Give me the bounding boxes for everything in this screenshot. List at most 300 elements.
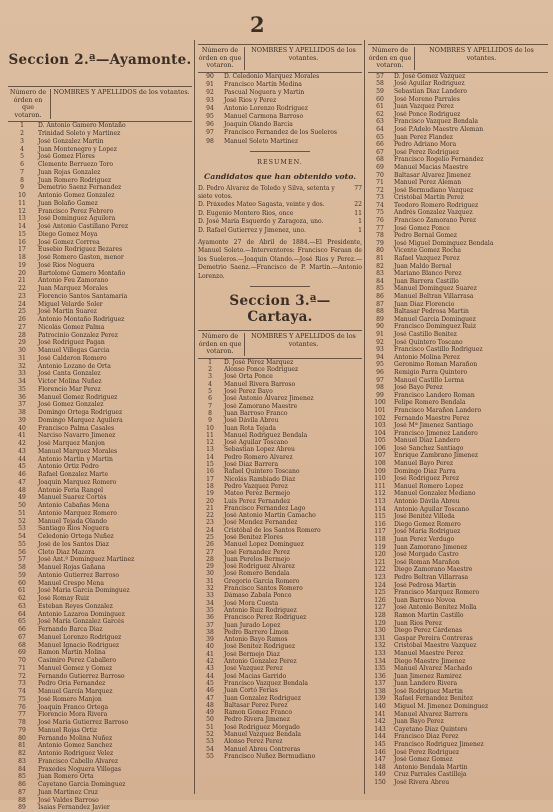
voter-number: 69 <box>376 163 384 171</box>
voter-name: Ramon Gomez Franco <box>224 709 292 717</box>
voter-name: José Aguilar Rodriguez <box>394 80 465 88</box>
voter-name: Pedro Rivera Jimenez <box>224 716 290 724</box>
voter-name: Joaquin Marquez Romero <box>38 478 117 486</box>
voter-name: José Antonio Martin Camacho <box>224 512 316 520</box>
voter-number: 8 <box>208 409 212 417</box>
voter-name: Antonio Dávila Abreu <box>394 498 460 506</box>
middle-column <box>198 44 362 760</box>
voter-row <box>198 512 362 519</box>
voter-number: 11 <box>18 199 26 207</box>
voter-row <box>368 756 548 764</box>
voter-number: 83 <box>376 270 384 278</box>
voter-row <box>8 719 192 727</box>
voter-row <box>8 409 192 417</box>
voter-number: 39 <box>206 636 214 644</box>
voter-name: Nicolás Rambiado Diaz <box>224 475 296 483</box>
voter-number: 39 <box>18 416 26 424</box>
voter-name: Sebastian Diaz Landero <box>394 87 468 95</box>
closing-note: Ayamonte 27 de Abril de 1884.—El Presidente, Manuel Soleto.—Interventores: Francisco Feraan de los Sueleros.—Joaquin Olando.—José Rios y Perez.—Demetrio Saenz.—Francisco de P. Martin.—Antonio Lorenzo. <box>198 239 362 280</box>
voter-name: José Rodriguez Martin <box>394 687 463 695</box>
voter-number: 93 <box>376 346 384 354</box>
order-header: Número de órden en que votaron. <box>198 333 245 356</box>
candidate-name: D. Eugenio Montero Rios, once <box>198 209 294 217</box>
voter-number: 1 <box>20 122 24 130</box>
voter-number: 40 <box>206 643 214 651</box>
voter-number: 48 <box>18 486 26 494</box>
voter-name: José Fernandez Perez <box>224 548 290 556</box>
voter-number: 14 <box>18 223 26 231</box>
divider <box>250 286 310 287</box>
voter-number: 132 <box>374 642 386 650</box>
voter-row <box>198 89 362 97</box>
voter-number: 24 <box>18 300 26 308</box>
voter-row <box>8 626 192 634</box>
voter-row <box>8 510 192 518</box>
voter-row <box>198 425 362 432</box>
voter-row <box>368 665 548 673</box>
voter-number: 82 <box>376 262 384 270</box>
voter-row <box>8 285 192 293</box>
voter-row <box>368 80 548 88</box>
candidate-entry <box>198 201 362 209</box>
voter-number: 93 <box>206 97 214 105</box>
voter-name: Pedro Adriano Mora <box>394 141 457 149</box>
voter-name: Francisco Vazquez Bendala <box>224 679 308 687</box>
voter-row <box>368 582 548 590</box>
voter-number: 121 <box>374 558 386 566</box>
voter-row <box>8 200 192 208</box>
voter-number: 15 <box>18 230 26 238</box>
voter-row <box>8 301 192 309</box>
voter-name: Ramon Martin Molina <box>38 649 106 657</box>
voter-row <box>8 456 192 464</box>
voter-number: 2 <box>208 366 212 374</box>
voter-name: Antonio Feria Rangel <box>38 486 104 494</box>
voter-row <box>198 709 362 716</box>
section2-title: Seccion 2.ª—Ayamonte. <box>8 52 192 68</box>
voter-number: 90 <box>376 323 384 331</box>
voter-number: 63 <box>376 118 384 126</box>
voter-name: Francisco Fernandez de los Sueleros <box>224 129 337 137</box>
voter-name: Miguel Velarde Soler <box>38 300 103 308</box>
voter-name: Francisco Perez Rodriguez <box>224 614 307 622</box>
voter-number: 77 <box>18 711 26 719</box>
voter-name: José Gomez Ponce <box>394 224 450 232</box>
voter-name: José Macias Garrido <box>224 672 287 680</box>
voter-row <box>8 665 192 673</box>
voter-number: 4 <box>20 145 24 153</box>
voter-row <box>368 217 548 225</box>
voter-name: José P.Adelo Maestre Aleman <box>394 125 484 133</box>
voter-name: Antonio Lazaroa Dominguez <box>38 610 125 618</box>
voter-row <box>8 564 192 572</box>
voter-name: Rafael Vazquez Perez <box>394 255 460 263</box>
voter-name: Francisco Vazquez Bendala <box>394 118 478 126</box>
voter-name: Francisco Landero Roman <box>394 391 475 399</box>
voter-row <box>368 164 548 172</box>
voter-number: 13 <box>18 215 26 223</box>
candidate-votes: 77 <box>354 184 362 192</box>
voter-number: 29 <box>18 339 26 347</box>
voter-number: 120 <box>374 551 386 559</box>
voter-name: Juan Marquez Morales <box>38 285 108 293</box>
voter-name: Juan Vazquez Perez <box>394 103 454 111</box>
voter-number: 95 <box>206 113 214 121</box>
voter-number: 60 <box>18 579 26 587</box>
voter-row <box>368 536 548 544</box>
voter-name: José Ant.º Dominguez Martinez <box>38 556 135 564</box>
voter-number: 26 <box>206 541 214 549</box>
voter-name: Gregorio Garcia Romero <box>224 577 300 585</box>
voter-number: 31 <box>18 354 26 362</box>
voter-row <box>368 741 548 749</box>
voter-name: Casimiro Perez Caballero <box>38 657 117 665</box>
voter-name: D. José Pérez Marquez <box>224 358 294 366</box>
voter-number: 104 <box>374 429 386 437</box>
voter-number: 117 <box>374 528 386 536</box>
voter-name: José Castillo Benitez <box>394 330 457 338</box>
voter-row <box>368 194 548 202</box>
voter-name: José Marquez Manjon <box>38 440 105 448</box>
voter-number: 20 <box>18 269 26 277</box>
voter-name: Francisco Palma Casales <box>38 424 115 432</box>
voter-number: 135 <box>374 665 386 673</box>
voter-number: 22 <box>206 512 214 520</box>
voter-row <box>198 695 362 702</box>
candidates-list <box>198 185 362 235</box>
voter-name: Juan Perelos Bermejo <box>224 555 290 563</box>
voter-name: Dámaso Zabala Ponce <box>224 592 292 600</box>
voter-number: 84 <box>376 277 384 285</box>
voter-row <box>8 386 192 394</box>
voter-number: 47 <box>18 478 26 486</box>
voter-number: 42 <box>206 658 214 666</box>
voter-number: 8 <box>20 176 24 184</box>
voter-row <box>368 642 548 650</box>
voter-number: 102 <box>374 414 386 422</box>
voter-name: José Moreno Parrales <box>394 95 460 103</box>
continued-voter-list <box>198 73 362 146</box>
voter-number: 87 <box>18 788 26 796</box>
voter-number: 55 <box>18 540 26 548</box>
voter-row <box>8 339 192 347</box>
voter-row <box>8 642 192 650</box>
voter-name: José Gomez Flores <box>38 153 95 161</box>
voter-name: Baltasar Pedrosa Martin <box>394 308 469 316</box>
voter-row <box>198 468 362 475</box>
voter-number: 27 <box>18 323 26 331</box>
voter-row <box>198 651 362 658</box>
voter-name: Cleto Diaz Mazora <box>38 548 95 556</box>
voter-row <box>368 255 548 263</box>
voter-number: 105 <box>374 437 386 445</box>
voter-number: 114 <box>374 505 386 513</box>
voter-row <box>8 270 192 278</box>
voter-row <box>8 657 192 665</box>
voter-row <box>198 366 362 373</box>
voter-row <box>198 395 362 402</box>
voter-row <box>198 483 362 490</box>
voter-row <box>8 262 192 270</box>
voter-name: Fernando Maestre Perez <box>394 414 470 422</box>
voter-row <box>198 121 362 129</box>
voter-row <box>8 316 192 324</box>
voter-number: 140 <box>374 703 386 711</box>
voter-number: 43 <box>206 665 214 673</box>
voter-number: 87 <box>376 300 384 308</box>
voter-name: Manuel Gomez Rodriguez <box>38 393 118 401</box>
voter-row <box>8 797 192 805</box>
candidate-name: D. José María Esquerdo y Zaragoza, uno. <box>198 218 324 226</box>
voter-row <box>198 381 362 388</box>
voter-name: Francisco Marañon Landero <box>394 406 482 414</box>
voter-name: Antonio Cabañas Mena <box>38 502 110 510</box>
voter-name: Manuel Alvarez Machado <box>394 665 473 673</box>
voter-number: 75 <box>376 209 384 217</box>
voter-number: 69 <box>18 649 26 657</box>
voter-row <box>368 301 548 309</box>
voter-number: 112 <box>374 490 386 498</box>
voter-row <box>368 430 548 438</box>
voter-row <box>8 432 192 440</box>
voter-name: Francisco Martín Medina <box>224 80 302 88</box>
voter-number: 12 <box>18 207 26 215</box>
voter-number: 57 <box>18 556 26 564</box>
voter-name: Antonio Bendala Martin <box>394 763 468 771</box>
voter-number: 58 <box>376 80 384 88</box>
voter-row <box>368 118 548 126</box>
voter-row <box>368 179 548 187</box>
continued-voter-list <box>368 73 548 787</box>
voter-name: Francisco Rodriguez Jimenez <box>394 741 484 749</box>
voter-name: Manuel Maestre Perez <box>394 649 464 657</box>
voter-number: 119 <box>374 543 386 551</box>
names-header: NOMBRES Y APELLIDOS de los votantes. <box>429 46 534 62</box>
voter-row <box>368 339 548 347</box>
voter-row <box>8 750 192 758</box>
voter-row <box>368 225 548 233</box>
voter-number: 38 <box>206 628 214 636</box>
voter-number: 5 <box>208 388 212 396</box>
candidate-votes: 11 <box>354 209 362 217</box>
voter-name: Diego Gomez Moya <box>38 230 98 238</box>
voter-name: José Valdes Barroso <box>38 796 99 804</box>
section3-voter-list <box>198 359 362 760</box>
voter-number: 51 <box>206 723 214 731</box>
voter-number: 46 <box>18 471 26 479</box>
voter-row <box>368 635 548 643</box>
voter-name: Manuel Carmona Barroso <box>224 113 304 121</box>
voter-number: 143 <box>374 725 386 733</box>
voter-name: D. José Gomez Vazquez <box>394 72 466 80</box>
voter-name: Juan Rios Perez <box>394 619 442 627</box>
voter-name: Antonio Ruiz Rodriguez <box>224 606 297 614</box>
voter-name: José Benitez Flores <box>224 534 283 541</box>
voter-name: Antonio Gomez Sanchez <box>38 742 113 750</box>
voter-number: 47 <box>206 694 214 702</box>
voter-name: Florencio Mora Rivera <box>38 711 108 719</box>
voter-row <box>8 215 192 223</box>
voter-row <box>368 597 548 605</box>
voter-row <box>368 354 548 362</box>
voter-name: Manuel Rojas Gañana <box>38 564 106 572</box>
voter-name: Manuel Rivera Barroso <box>224 380 296 388</box>
voter-row <box>198 643 362 650</box>
voter-number: 95 <box>376 361 384 369</box>
voter-number: 62 <box>376 110 384 118</box>
voter-name: Praxedes Noguera Villegas <box>38 765 121 773</box>
voter-number: 28 <box>18 331 26 339</box>
voter-name: José Rodriguez Pagan <box>38 339 105 347</box>
voter-name: Francisco Nuñez Bermudiano <box>224 752 316 760</box>
voter-row <box>368 103 548 111</box>
voter-row <box>198 97 362 105</box>
voter-number: 138 <box>374 687 386 695</box>
voter-number: 19 <box>18 261 26 269</box>
voter-name: Antonio Marquez Romero <box>38 509 117 517</box>
voter-number: 127 <box>374 604 386 612</box>
voter-name: Manuel García Marquez <box>38 688 113 696</box>
voter-row <box>368 771 548 779</box>
voter-name: José Gomez Gonzalez <box>38 401 104 409</box>
voter-row <box>198 439 362 446</box>
voter-name: José Ponce Rodriguez <box>394 110 461 118</box>
voter-row <box>8 378 192 386</box>
voter-name: Francisco Fernandez Lago <box>224 504 306 512</box>
voter-number: 137 <box>374 680 386 688</box>
voter-row <box>8 223 192 231</box>
voter-number: 145 <box>374 741 386 749</box>
voter-name: José Morgado Castro <box>394 551 459 559</box>
voter-number: 116 <box>374 520 386 528</box>
voter-row <box>368 460 548 468</box>
voter-number: 33 <box>18 370 26 378</box>
voter-name: Manuel Lorenzo Rodriguez <box>38 633 122 641</box>
voter-row <box>368 703 548 711</box>
voter-number: 16 <box>18 238 26 246</box>
voter-name: Gaspar Pereira Contreras <box>394 634 473 642</box>
voter-name: Manuel Romero Lopez <box>394 482 464 490</box>
voter-number: 141 <box>374 710 386 718</box>
voter-number: 64 <box>376 125 384 133</box>
voter-number: 4 <box>208 380 212 388</box>
voter-number: 1 <box>208 358 212 366</box>
voter-row <box>8 766 192 774</box>
voter-row <box>8 246 192 254</box>
voter-row <box>8 293 192 301</box>
voter-row <box>8 673 192 681</box>
voter-number: 108 <box>374 460 386 468</box>
voter-number: 64 <box>18 610 26 618</box>
voter-row <box>368 779 548 787</box>
voter-row <box>8 161 192 169</box>
voter-row <box>198 527 362 534</box>
voter-number: 27 <box>206 548 214 556</box>
voter-name: José Calderon Romero <box>38 354 107 362</box>
voter-number: 17 <box>18 246 26 254</box>
voter-number: 92 <box>206 88 214 96</box>
voter-number: 59 <box>18 571 26 579</box>
voter-name: Manuel Macias Maestre <box>394 163 469 171</box>
voter-row <box>368 422 548 430</box>
voter-name: Florencio Santos Santamaría <box>38 292 128 300</box>
voter-name: Antonio Montaño Rodriguez <box>38 316 125 324</box>
voter-name: José Bermudiano Vazquez <box>394 186 474 194</box>
voter-row <box>368 513 548 521</box>
voter-row <box>198 629 362 636</box>
voter-number: 32 <box>18 362 26 370</box>
voter-row <box>368 377 548 385</box>
voter-row <box>368 263 548 271</box>
voter-name: Manuel Vazquez Bendala <box>224 731 302 739</box>
voter-name: Nicolás Gomez Palma <box>38 323 105 331</box>
voter-row <box>368 612 548 620</box>
voter-name: Francisco Cabello Alvarez <box>38 757 119 765</box>
voter-name: Juan Romero Orta <box>38 773 94 781</box>
voter-name: José Gonzalez Martin <box>38 137 104 145</box>
voter-name: Cayetano Diaz Quintero <box>394 725 468 733</box>
voter-name: Juan Maldo Bernal <box>394 262 452 270</box>
voter-number: 13 <box>206 446 214 454</box>
voter-number: 63 <box>18 602 26 610</box>
voter-name: Antonio Lozano de Orta <box>38 362 111 370</box>
voter-name: José Martin Suarez <box>38 308 97 316</box>
voter-name: Francisco Castillo Rodriguez <box>394 346 483 354</box>
voter-row <box>8 471 192 479</box>
voter-number: 86 <box>18 781 26 789</box>
voter-number: 70 <box>18 657 26 665</box>
voter-row <box>8 773 192 781</box>
voter-name: Santiago Rios Noguera <box>38 525 109 533</box>
voter-number: 86 <box>376 293 384 300</box>
voter-name: Juan Romero Rodriguez <box>38 176 112 184</box>
voter-number: 91 <box>376 330 384 338</box>
voter-row <box>198 592 362 599</box>
voter-row <box>8 595 192 603</box>
voter-row <box>368 483 548 491</box>
voter-name: Diego Gomez Romero <box>394 520 461 528</box>
voter-number: 50 <box>206 716 214 724</box>
voter-row <box>8 634 192 642</box>
voter-row <box>8 711 192 719</box>
voter-row <box>8 192 192 200</box>
candidate-votes: 1 <box>358 226 362 234</box>
resumen-heading: RESUMEN. <box>257 157 303 166</box>
voter-row <box>8 184 192 192</box>
voter-number: 148 <box>374 763 386 771</box>
voter-number: 9 <box>20 184 24 192</box>
voter-name: José Rios Noguera <box>38 261 95 269</box>
voter-number: 58 <box>18 564 26 572</box>
voter-row <box>368 445 548 453</box>
voter-row <box>8 363 192 371</box>
voter-number: 11 <box>206 431 214 439</box>
voter-number: 61 <box>376 103 384 111</box>
voter-name: Manuel Rojas Ortiz <box>38 726 98 734</box>
voter-number: 30 <box>206 570 214 578</box>
voter-name: José Romero Manjon <box>38 695 102 703</box>
voter-name: José Pedrosa Martin <box>394 581 457 589</box>
voter-row <box>8 502 192 510</box>
voter-row <box>198 534 362 541</box>
voter-name: José de los Santos Diaz <box>38 540 109 548</box>
voter-name: Clemente Berruezo Toro <box>38 161 114 169</box>
voter-name: Manuel Marquez Morales <box>38 447 118 455</box>
voter-row <box>198 614 362 621</box>
voter-name: José Rodriguez Alvarez <box>224 563 295 571</box>
voter-name: D. Celedonio Marquez Morales <box>224 72 320 80</box>
voter-row <box>368 680 548 688</box>
